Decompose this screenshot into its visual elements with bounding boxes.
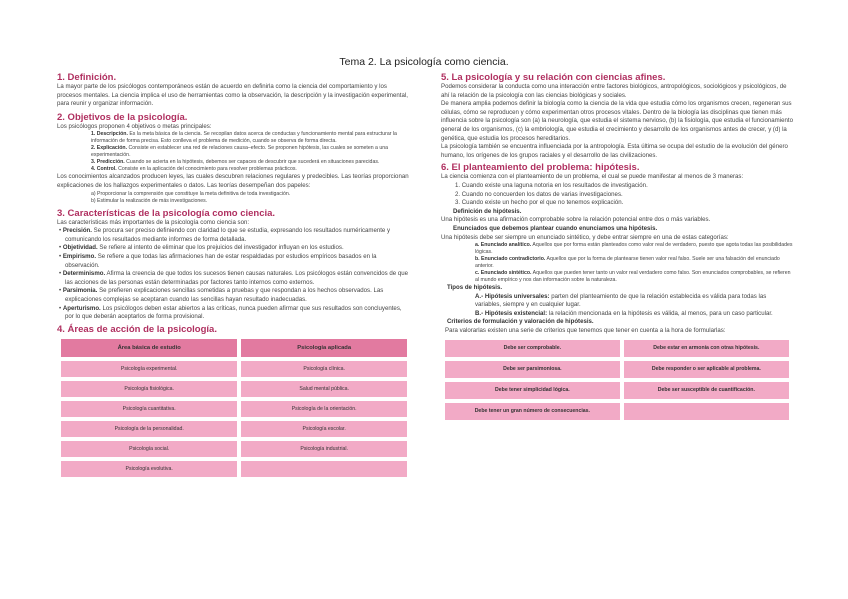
left-column: [57, 72, 411, 481]
table-cell: Psicología industrial.: [241, 441, 407, 457]
table-row: [61, 441, 407, 457]
problem-way: 3. Cuando existe un hecho por el que no tenemos explicación.: [455, 199, 624, 207]
table-cell: Salud mental pública.: [241, 381, 407, 397]
right-column: [441, 72, 793, 424]
table-cell: Psicología de la personalidad.: [61, 421, 237, 437]
section-heading-objetivos: 2. Objetivos de la psicología.: [57, 111, 188, 123]
teoria-role: a) Proporcionar la comprensión que constituye la meta definitiva de toda investigación.: [91, 190, 291, 197]
ciencias-text: La psicología también se encuentra influenciada por la antropología. Esta última se ocupa del estudio de la evolución del género humano, los orígenes de los grupos raciales y el desarrollo de las civilizaciones.: [441, 143, 788, 159]
subheading: Criterios de formulación y valoración de hipótesis.: [447, 318, 594, 326]
ciencias-text: Podemos considerar la conducta como una interacción entre factores biológicos, antropológicos, sociológicos y psicológicos, de ahí la relación de la psicología con las ciencias biológicas y sociales.: [441, 83, 787, 99]
table-row: [445, 340, 789, 357]
table-cell: Debe ser comprobable.: [445, 340, 620, 357]
caracteristica-item: • Determinismo. Afirma la creencia de que todos los sucesos tienen causas naturales. Los psicólogos están convencidos de que las acciones de las personas están determinadas por factores tanto internos como externos.: [59, 270, 409, 286]
problem-way: 2. Cuando no concuerden los datos de varias investigaciones.: [455, 190, 623, 198]
table-header-cell: Psicología aplicada: [241, 339, 407, 357]
table-cell: Psicología escolar.: [241, 421, 407, 437]
areas-table: [57, 335, 411, 481]
enunciado-item: c. Enunciado sintético. Aquellos que pueden tener tanto un valor real verdadero como falso. Son enunciados comprobables, se refieren al mundo empírico y nos dan información sobre la naturaleza.: [475, 270, 791, 284]
problem-way: 1. Cuando existe una laguna notoria en los resultados de investigación.: [455, 181, 648, 189]
enunciado-item: a. Enunciado analítico. Aquellos que por forma están planteados como valor real de verdadero, puesto que agota todas las posibilidades lógicas.: [475, 242, 793, 256]
table-cell: Psicología social.: [61, 441, 237, 457]
table-cell: Psicología cuantitativa.: [61, 401, 237, 417]
table-cell: [241, 461, 407, 477]
table-header-row: [61, 339, 407, 357]
page-title: Tema 2. La psicología como ciencia.: [339, 56, 509, 68]
table-row: [445, 382, 789, 399]
objetivo-item: 3. Predicción. Cuando se acierta en la hipótesis, debemos ser capaces de descubrir que sucederá en situaciones parecidas.: [91, 159, 380, 166]
objetivos-intro: Los psicólogos proponen 4 objetivos o metas principales:: [57, 122, 212, 130]
objetivo-item: 4. Control. Consiste en la aplicación del conocimiento para resolver problemas prácticos.: [91, 166, 297, 173]
section-heading-definicion: 1. Definición.: [57, 72, 117, 83]
table-cell: Debe tener un gran número de consecuencias.: [445, 403, 620, 420]
objetivo-item: 1. Descripción. Es la meta básica de la ciencia. Se recopilan datos acerca de conductas y funcionamiento mental para estructurar la información de forma precisa. Esto conlleva el problema de medición, cuando se observa de forma directa.: [91, 131, 397, 145]
definicion-text: La mayor parte de los psicólogos contemporáneos están de acuerdo en definirla como la ciencia del comportamiento y los procesos mentales. La ciencia implica el uso de herramientas como la observación, la descripción y la investigación experimental, para reunir y organizar información.: [57, 83, 408, 108]
caracteristica-item: • Precisión. Se procura ser preciso definiendo con claridad lo que se estudia, expresando los resultados numéricamente y comunicando los resultados mediante informes de forma detallada.: [59, 227, 391, 243]
table-cell: Debe tener simplicidad lógica.: [445, 382, 620, 399]
objetivos-after: Los conocimientos alcanzados producen leyes, las cuales descubren relaciones regulares y predecibles. Las teorías proporcionan explicaciones de los hallazgos experimentales o datos. Las teorías desempeñan dos papeles:: [57, 173, 409, 189]
subheading: Tipos de hipótesis.: [447, 284, 503, 292]
caracteristica-item: • Aperturismo. Los psicólogos deben estar abiertos a las críticas, nunca pueden afirmar que sus resultados son concluyentes, por lo que deberán aceptarlos de forma provisional.: [59, 304, 402, 321]
caracteristica-item: • Empirismo. Se refiere a que todas las afirmaciones han de estar respaldadas por estudios empíricos basados en la observación.: [59, 252, 377, 269]
caracteristica-item: • Objetividad. Se refiere al intento de eliminar que los prejuicios del investigador influyan en los estudios.: [59, 244, 344, 252]
table-row: [61, 401, 407, 417]
table-cell: Debe ser susceptible de cuantificación.: [624, 382, 789, 399]
caracteristicas-intro: Las características más importantes de la psicología como ciencia son:: [57, 218, 250, 226]
section-heading-hipotesis: 6. El planteamiento del problema: hipótesis.: [441, 162, 640, 174]
table-header-cell: Área básica de estudio: [61, 339, 237, 357]
caracteristica-item: • Parsimonia. Se prefieren explicaciones sencillas sometidas a pruebas y que respondan a los hechos observados. Las explicaciones complejas se aceptaran cuando las sencillas hayan resultado inadecuadas.: [59, 287, 384, 303]
enun-text: Una hipótesis debe ser siempre un enunciado sintético, y debe entrar siempre en una de estas categorías:: [441, 233, 729, 241]
table-row: [445, 403, 789, 420]
table-cell: Debe estar en armonía con otras hipótesis.: [624, 340, 789, 357]
table-row: [445, 361, 789, 378]
table-cell: Psicología de la orientación.: [241, 401, 407, 417]
subheading: Definición de hipótesis.: [453, 207, 522, 215]
section-heading-caracteristicas: 3. Características de la psicología como ciencia.: [57, 207, 276, 219]
crit-text: Para valorarlas existen una serie de criterios que tenemos que tener en cuenta a la hora de formularlas:: [445, 327, 726, 335]
table-row: [61, 461, 407, 477]
ciencias-text: De manera amplia podemos definir la biología como la ciencia de la vida que estudia cómo los organismos crecen, regeneran sus células, cómo se reproducen y cómo experimentan otros procesos vitales. Dentro de la biología las disciplinas que tienen más influencia sobre la psicología son (a) la neurología, que estudia el sistema nervioso, (b) la fisiología, que estudia el funcionamiento general de los organismos, (c) la embriología, que estudia el crecimiento y desarrollo de los organismos antes de crecer, y (d) la genética, que estudia los procesos hereditarios.: [441, 100, 793, 142]
table-row: [61, 381, 407, 397]
section-heading-ciencias-afines: 5. La psicología y su relación con ciencias afines.: [441, 72, 666, 83]
table-row: [61, 421, 407, 437]
section-heading-areas: 4. Áreas de acción de la psicología.: [57, 323, 217, 335]
tipo-item: B.- Hipótesis existencial: la relación mencionada en la hipótesis es válida, al menos, para un caso particular.: [475, 309, 773, 317]
enunciado-item: b. Enunciado contradictorio. Aquellos que por la forma de plantearse tienen valor real falso. Suele ser una falsación del enunciado anterior.: [475, 256, 780, 270]
hipotesis-intro: La ciencia comienza con el planteamiento de un problema, el cual se puede manifestar al menos de 3 maneras:: [441, 173, 744, 181]
objetivo-item: 2. Explicación. Consiste en establecer una red de relaciones causa–efecto. Se proponen hipótesis, las cuales se someten a una experimentación.: [91, 145, 389, 159]
subheading: Enunciados que debemos plantear cuando enunciamos una hipótesis.: [453, 224, 658, 232]
table-cell: Psicología fisiológica.: [61, 381, 237, 397]
table-cell: Debe ser parsimoniosa.: [445, 361, 620, 378]
def-text: Una hipótesis es una afirmación comprobable sobre la relación potencial entre dos o más variables.: [441, 216, 711, 224]
table-cell: [624, 403, 789, 420]
tipo-item: A.- Hipótesis universales: parten del planteamiento de que la relación establecida es válida para todas las variables, siempre y en cualquier lugar.: [475, 292, 767, 309]
table-cell: Psicología clínica.: [241, 361, 407, 377]
table-cell: Debe responder o ser aplicable al problema.: [624, 361, 789, 378]
table-cell: Psicología experimental.: [61, 361, 237, 377]
table-row: [61, 361, 407, 377]
table-cell: Psicología evolutiva.: [61, 461, 237, 477]
criterios-table: [441, 336, 793, 424]
teoria-role: b) Estimular la realización de más investigaciones.: [91, 197, 208, 204]
